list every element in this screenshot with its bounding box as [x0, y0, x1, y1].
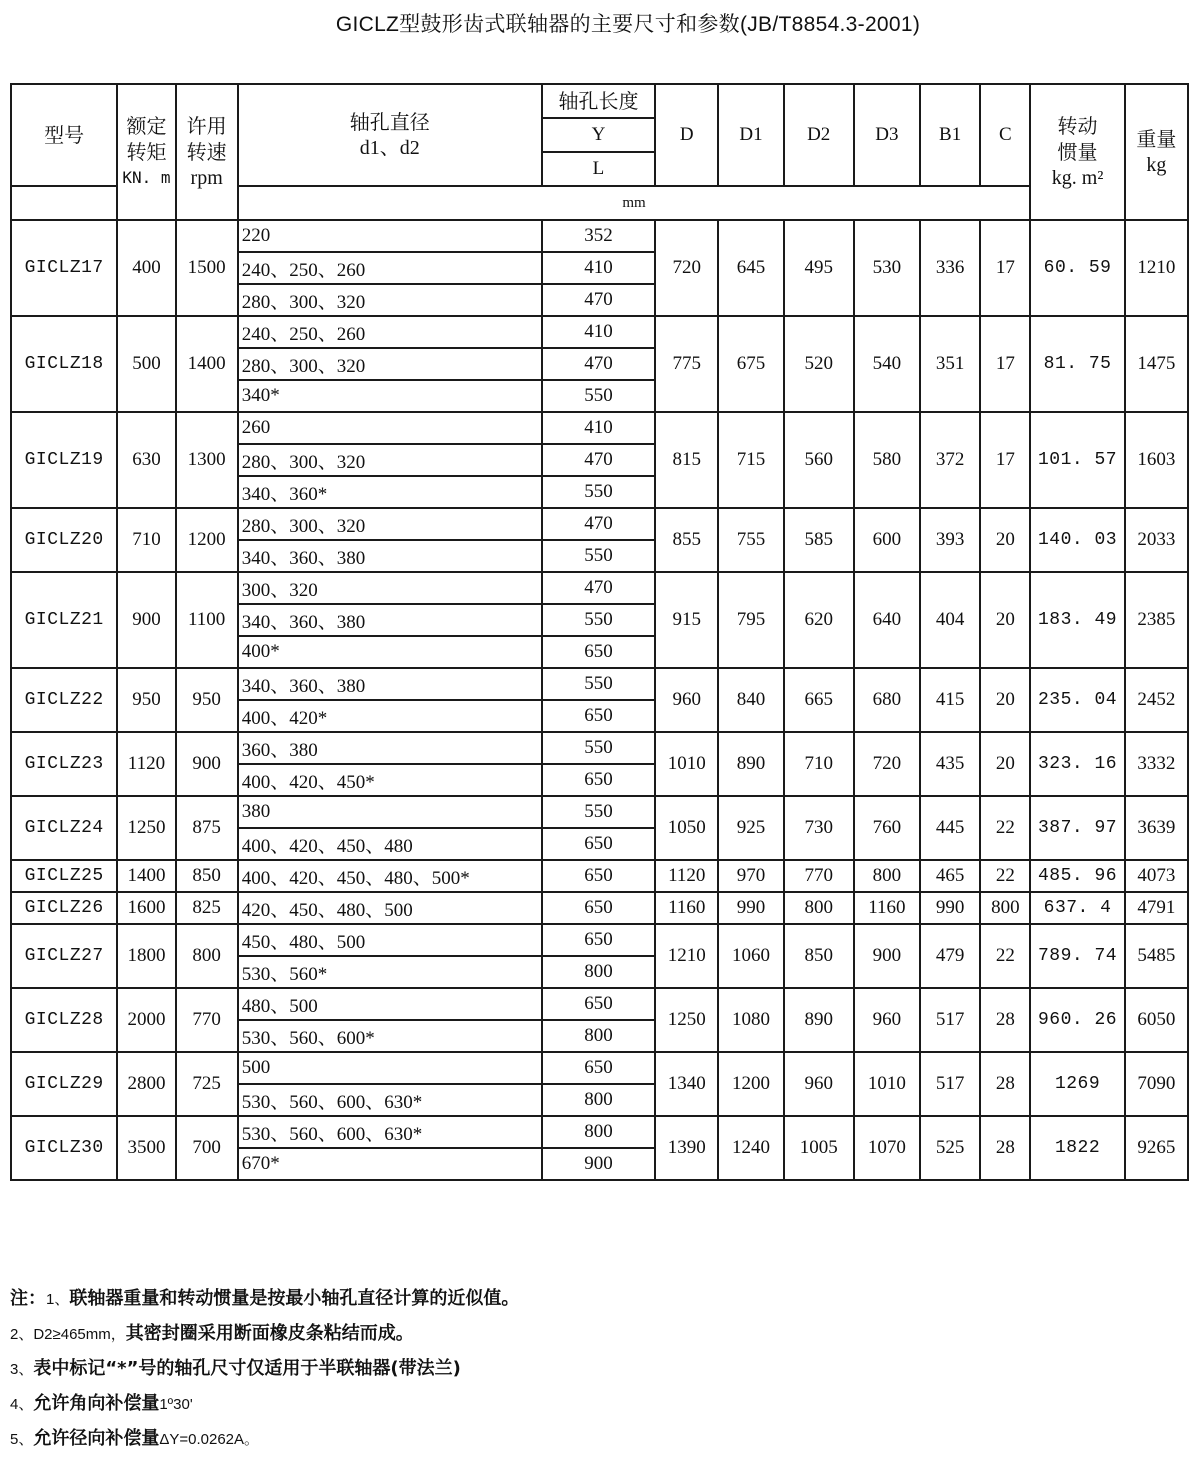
- table-row: [11, 572, 1188, 604]
- bore-cell: 400*: [238, 636, 542, 668]
- d-cell: 775: [655, 316, 718, 412]
- table-row: [11, 924, 1188, 956]
- torque-cell: 2000: [117, 988, 175, 1052]
- d2-cell: 495: [784, 220, 854, 316]
- inertia-cell: 637. 4: [1030, 892, 1124, 924]
- length-cell: 650: [542, 860, 655, 892]
- model-cell: GICLZ25: [11, 860, 117, 892]
- model-cell: GICLZ21: [11, 572, 117, 668]
- bore-cell: 400、420、450、480: [238, 828, 542, 860]
- length-cell: 550: [542, 604, 655, 636]
- length-cell: 470: [542, 348, 655, 380]
- length-cell: 470: [542, 284, 655, 316]
- inertia-cell: 140. 03: [1030, 508, 1124, 572]
- d3-cell: 600: [854, 508, 920, 572]
- speed-cell: 1100: [176, 572, 238, 668]
- page-title: GICLZ型鼓形齿式联轴器的主要尺寸和参数(JB/T8854.3-2001): [335, 13, 921, 36]
- header-weight: 重量 kg: [1125, 84, 1188, 220]
- bore-cell: 280、300、320: [238, 348, 542, 380]
- speed-cell: 950: [176, 668, 238, 732]
- header-length-y: Y: [542, 118, 655, 152]
- header-bore: 轴孔直径 d1、d2: [238, 84, 542, 186]
- d3-cell: 720: [854, 732, 920, 796]
- speed-cell: 770: [176, 988, 238, 1052]
- length-cell: 550: [542, 732, 655, 764]
- d-cell: 1390: [655, 1116, 718, 1180]
- bore-cell: 380: [238, 796, 542, 828]
- table-row: [11, 892, 1188, 924]
- d-cell: 1160: [655, 892, 718, 924]
- weight-cell: 1603: [1125, 412, 1188, 508]
- bore-cell: 360、380: [238, 732, 542, 764]
- header-D1: D1: [718, 84, 783, 186]
- d-cell: 815: [655, 412, 718, 508]
- speed-cell: 900: [176, 732, 238, 796]
- d-cell: 1340: [655, 1052, 718, 1116]
- d1-cell: 1200: [718, 1052, 783, 1116]
- model-cell: GICLZ22: [11, 668, 117, 732]
- note-5: 5、允许径向补偿量ΔY=0.0262A。: [10, 1428, 260, 1449]
- d-cell: 855: [655, 508, 718, 572]
- length-cell: 470: [542, 444, 655, 476]
- bore-cell: 480、500: [238, 988, 542, 1020]
- c-cell: 800: [980, 892, 1030, 924]
- table-row: [11, 1052, 1188, 1084]
- torque-cell: 1600: [117, 892, 175, 924]
- speed-cell: 725: [176, 1052, 238, 1116]
- b1-cell: 404: [920, 572, 980, 668]
- speed-cell: 800: [176, 924, 238, 988]
- length-cell: 650: [542, 988, 655, 1020]
- length-cell: 650: [542, 892, 655, 924]
- weight-cell: 9265: [1125, 1116, 1188, 1180]
- b1-cell: 415: [920, 668, 980, 732]
- d3-cell: 580: [854, 412, 920, 508]
- torque-cell: 950: [117, 668, 175, 732]
- bore-cell: 340、360、380: [238, 604, 542, 636]
- bore-cell: 220: [238, 220, 542, 252]
- bore-cell: 400、420、450、480、500*: [238, 860, 542, 892]
- c-cell: 28: [980, 1052, 1030, 1116]
- model-cell: GICLZ18: [11, 316, 117, 412]
- bore-cell: 300、320: [238, 572, 542, 604]
- table-body: [11, 220, 1188, 1180]
- model-cell: GICLZ17: [11, 220, 117, 316]
- weight-cell: 4791: [1125, 892, 1188, 924]
- table-row: [11, 732, 1188, 764]
- d3-cell: 760: [854, 796, 920, 860]
- bore-cell: 340、360、380: [238, 540, 542, 572]
- length-cell: 650: [542, 636, 655, 668]
- length-cell: 650: [542, 924, 655, 956]
- speed-cell: 1400: [176, 316, 238, 412]
- b1-cell: 351: [920, 316, 980, 412]
- b1-cell: 372: [920, 412, 980, 508]
- length-cell: 550: [542, 540, 655, 572]
- length-cell: 800: [542, 1116, 655, 1148]
- table-row: [11, 796, 1188, 828]
- model-cell: GICLZ27: [11, 924, 117, 988]
- header-model: 型号: [11, 84, 117, 186]
- table-row: [11, 412, 1188, 444]
- d1-cell: 715: [718, 412, 783, 508]
- weight-cell: 6050: [1125, 988, 1188, 1052]
- length-cell: 550: [542, 796, 655, 828]
- model-cell: GICLZ23: [11, 732, 117, 796]
- inertia-cell: 323. 16: [1030, 732, 1124, 796]
- inertia-cell: 1269: [1030, 1052, 1124, 1116]
- notes: [10, 1281, 519, 1456]
- length-cell: 800: [542, 1084, 655, 1116]
- weight-cell: 4073: [1125, 860, 1188, 892]
- d-cell: 1010: [655, 732, 718, 796]
- b1-cell: 517: [920, 1052, 980, 1116]
- speed-cell: 1300: [176, 412, 238, 508]
- inertia-cell: 183. 49: [1030, 572, 1124, 668]
- d1-cell: 1060: [718, 924, 783, 988]
- bore-cell: 500: [238, 1052, 542, 1084]
- c-cell: 22: [980, 924, 1030, 988]
- weight-cell: 5485: [1125, 924, 1188, 988]
- length-cell: 800: [542, 1020, 655, 1052]
- d1-cell: 840: [718, 668, 783, 732]
- speed-cell: 875: [176, 796, 238, 860]
- length-cell: 800: [542, 956, 655, 988]
- bore-cell: 280、300、320: [238, 508, 542, 540]
- inertia-cell: 387. 97: [1030, 796, 1124, 860]
- length-cell: 410: [542, 252, 655, 284]
- d1-cell: 990: [718, 892, 783, 924]
- header-D: D: [655, 84, 718, 186]
- d1-cell: 925: [718, 796, 783, 860]
- c-cell: 22: [980, 860, 1030, 892]
- torque-cell: 500: [117, 316, 175, 412]
- note-4: 4、允许角向补偿量1º30': [10, 1393, 193, 1414]
- length-cell: 650: [542, 700, 655, 732]
- inertia-cell: 789. 74: [1030, 924, 1124, 988]
- d1-cell: 755: [718, 508, 783, 572]
- d2-cell: 585: [784, 508, 854, 572]
- bore-cell: 530、560、600、630*: [238, 1084, 542, 1116]
- d3-cell: 900: [854, 924, 920, 988]
- length-cell: 650: [542, 1052, 655, 1084]
- d3-cell: 1070: [854, 1116, 920, 1180]
- table-row: [11, 220, 1188, 252]
- b1-cell: 990: [920, 892, 980, 924]
- table-row: [11, 316, 1188, 348]
- model-cell: GICLZ19: [11, 412, 117, 508]
- c-cell: 20: [980, 668, 1030, 732]
- header-B1: B1: [920, 84, 980, 186]
- d1-cell: 645: [718, 220, 783, 316]
- c-cell: 17: [980, 412, 1030, 508]
- weight-cell: 3332: [1125, 732, 1188, 796]
- model-cell: GICLZ30: [11, 1116, 117, 1180]
- speed-cell: 1200: [176, 508, 238, 572]
- bore-cell: 280、300、320: [238, 444, 542, 476]
- header-inertia: 转动 惯量 kg. m²: [1030, 84, 1124, 220]
- c-cell: 20: [980, 732, 1030, 796]
- d1-cell: 1240: [718, 1116, 783, 1180]
- torque-cell: 630: [117, 412, 175, 508]
- inertia-cell: 485. 96: [1030, 860, 1124, 892]
- table-row: [11, 860, 1188, 892]
- d2-cell: 890: [784, 988, 854, 1052]
- d-cell: 1250: [655, 988, 718, 1052]
- d3-cell: 540: [854, 316, 920, 412]
- d-cell: 915: [655, 572, 718, 668]
- weight-cell: 2385: [1125, 572, 1188, 668]
- bore-cell: 450、480、500: [238, 924, 542, 956]
- table-row: [11, 668, 1188, 700]
- table-row: [11, 508, 1188, 540]
- d2-cell: 1005: [784, 1116, 854, 1180]
- torque-cell: 1250: [117, 796, 175, 860]
- d3-cell: 530: [854, 220, 920, 316]
- d2-cell: 710: [784, 732, 854, 796]
- b1-cell: 465: [920, 860, 980, 892]
- b1-cell: 525: [920, 1116, 980, 1180]
- note-2: 2、D2≥465mm，其密封圈采用断面橡皮条粘结而成。: [10, 1323, 414, 1344]
- header-length: 轴孔长度: [542, 84, 655, 118]
- bore-cell: 670*: [238, 1148, 542, 1180]
- d1-cell: 890: [718, 732, 783, 796]
- d1-cell: 795: [718, 572, 783, 668]
- length-cell: 470: [542, 508, 655, 540]
- d-cell: 1120: [655, 860, 718, 892]
- torque-cell: 3500: [117, 1116, 175, 1180]
- bore-cell: 240、250、260: [238, 252, 542, 284]
- d-cell: 1050: [655, 796, 718, 860]
- header-D3: D3: [854, 84, 920, 186]
- torque-cell: 400: [117, 220, 175, 316]
- torque-cell: 900: [117, 572, 175, 668]
- torque-cell: 2800: [117, 1052, 175, 1116]
- header-D2: D2: [784, 84, 854, 186]
- b1-cell: 517: [920, 988, 980, 1052]
- weight-cell: 1475: [1125, 316, 1188, 412]
- length-cell: 352: [542, 220, 655, 252]
- header-length-l: L: [542, 152, 655, 186]
- b1-cell: 393: [920, 508, 980, 572]
- table-row: [11, 1116, 1188, 1148]
- c-cell: 20: [980, 572, 1030, 668]
- d2-cell: 960: [784, 1052, 854, 1116]
- header-torque: 额定 转矩 KN. m: [117, 84, 175, 220]
- speed-cell: 700: [176, 1116, 238, 1180]
- d2-cell: 770: [784, 860, 854, 892]
- d3-cell: 1160: [854, 892, 920, 924]
- header-C: C: [980, 84, 1030, 186]
- d2-cell: 800: [784, 892, 854, 924]
- b1-cell: 435: [920, 732, 980, 796]
- d3-cell: 800: [854, 860, 920, 892]
- model-cell: GICLZ26: [11, 892, 117, 924]
- length-cell: 900: [542, 1148, 655, 1180]
- d2-cell: 620: [784, 572, 854, 668]
- header-unit: mm: [238, 186, 1031, 220]
- length-cell: 470: [542, 572, 655, 604]
- table-header: [11, 84, 1188, 220]
- speed-cell: 850: [176, 860, 238, 892]
- inertia-cell: 235. 04: [1030, 668, 1124, 732]
- d1-cell: 970: [718, 860, 783, 892]
- c-cell: 22: [980, 796, 1030, 860]
- speed-cell: 825: [176, 892, 238, 924]
- note-3: 3、表中标记“*”号的轴孔尺寸仅适用于半联轴器(带法兰): [10, 1358, 461, 1379]
- inertia-cell: 81. 75: [1030, 316, 1124, 412]
- torque-cell: 710: [117, 508, 175, 572]
- weight-cell: 2033: [1125, 508, 1188, 572]
- d3-cell: 960: [854, 988, 920, 1052]
- model-cell: GICLZ24: [11, 796, 117, 860]
- weight-cell: 2452: [1125, 668, 1188, 732]
- d1-cell: 675: [718, 316, 783, 412]
- note-1: 注：1、联轴器重量和转动惯量是按最小轴孔直径计算的近似值。: [10, 1288, 520, 1309]
- speed-cell: 1500: [176, 220, 238, 316]
- d3-cell: 1010: [854, 1052, 920, 1116]
- weight-cell: 1210: [1125, 220, 1188, 316]
- bore-cell: 340、360、380: [238, 668, 542, 700]
- bore-cell: 420、450、480、500: [238, 892, 542, 924]
- c-cell: 28: [980, 988, 1030, 1052]
- bore-cell: 400、420、450*: [238, 764, 542, 796]
- bore-cell: 400、420*: [238, 700, 542, 732]
- length-cell: 410: [542, 316, 655, 348]
- d2-cell: 520: [784, 316, 854, 412]
- length-cell: 550: [542, 380, 655, 412]
- length-cell: 650: [542, 764, 655, 796]
- b1-cell: 479: [920, 924, 980, 988]
- d2-cell: 730: [784, 796, 854, 860]
- c-cell: 28: [980, 1116, 1030, 1180]
- bore-cell: 240、250、260: [238, 316, 542, 348]
- d3-cell: 640: [854, 572, 920, 668]
- d-cell: 1210: [655, 924, 718, 988]
- inertia-cell: 960. 26: [1030, 988, 1124, 1052]
- bore-cell: 530、560、600、630*: [238, 1116, 542, 1148]
- model-cell: GICLZ29: [11, 1052, 117, 1116]
- d2-cell: 665: [784, 668, 854, 732]
- weight-cell: 3639: [1125, 796, 1188, 860]
- c-cell: 17: [980, 220, 1030, 316]
- d-cell: 960: [655, 668, 718, 732]
- inertia-cell: 101. 57: [1030, 412, 1124, 508]
- bore-cell: 530、560*: [238, 956, 542, 988]
- length-cell: 550: [542, 476, 655, 508]
- length-cell: 410: [542, 412, 655, 444]
- d2-cell: 850: [784, 924, 854, 988]
- bore-cell: 280、300、320: [238, 284, 542, 316]
- d2-cell: 560: [784, 412, 854, 508]
- d-cell: 720: [655, 220, 718, 316]
- torque-cell: 1400: [117, 860, 175, 892]
- length-cell: 550: [542, 668, 655, 700]
- d1-cell: 1080: [718, 988, 783, 1052]
- length-cell: 650: [542, 828, 655, 860]
- d3-cell: 680: [854, 668, 920, 732]
- weight-cell: 7090: [1125, 1052, 1188, 1116]
- c-cell: 20: [980, 508, 1030, 572]
- bore-cell: 340、360*: [238, 476, 542, 508]
- inertia-cell: 1822: [1030, 1116, 1124, 1180]
- b1-cell: 445: [920, 796, 980, 860]
- bore-cell: 340*: [238, 380, 542, 412]
- header-speed: 许用 转速 rpm: [176, 84, 238, 220]
- inertia-cell: 60. 59: [1030, 220, 1124, 316]
- table-row: [11, 988, 1188, 1020]
- torque-cell: 1800: [117, 924, 175, 988]
- bore-cell: 260: [238, 412, 542, 444]
- bore-cell: 530、560、600*: [238, 1020, 542, 1052]
- model-cell: GICLZ20: [11, 508, 117, 572]
- torque-cell: 1120: [117, 732, 175, 796]
- coupling-spec-table: [10, 83, 1189, 1181]
- b1-cell: 336: [920, 220, 980, 316]
- c-cell: 17: [980, 316, 1030, 412]
- model-cell: GICLZ28: [11, 988, 117, 1052]
- header-model-cont: [11, 186, 117, 220]
